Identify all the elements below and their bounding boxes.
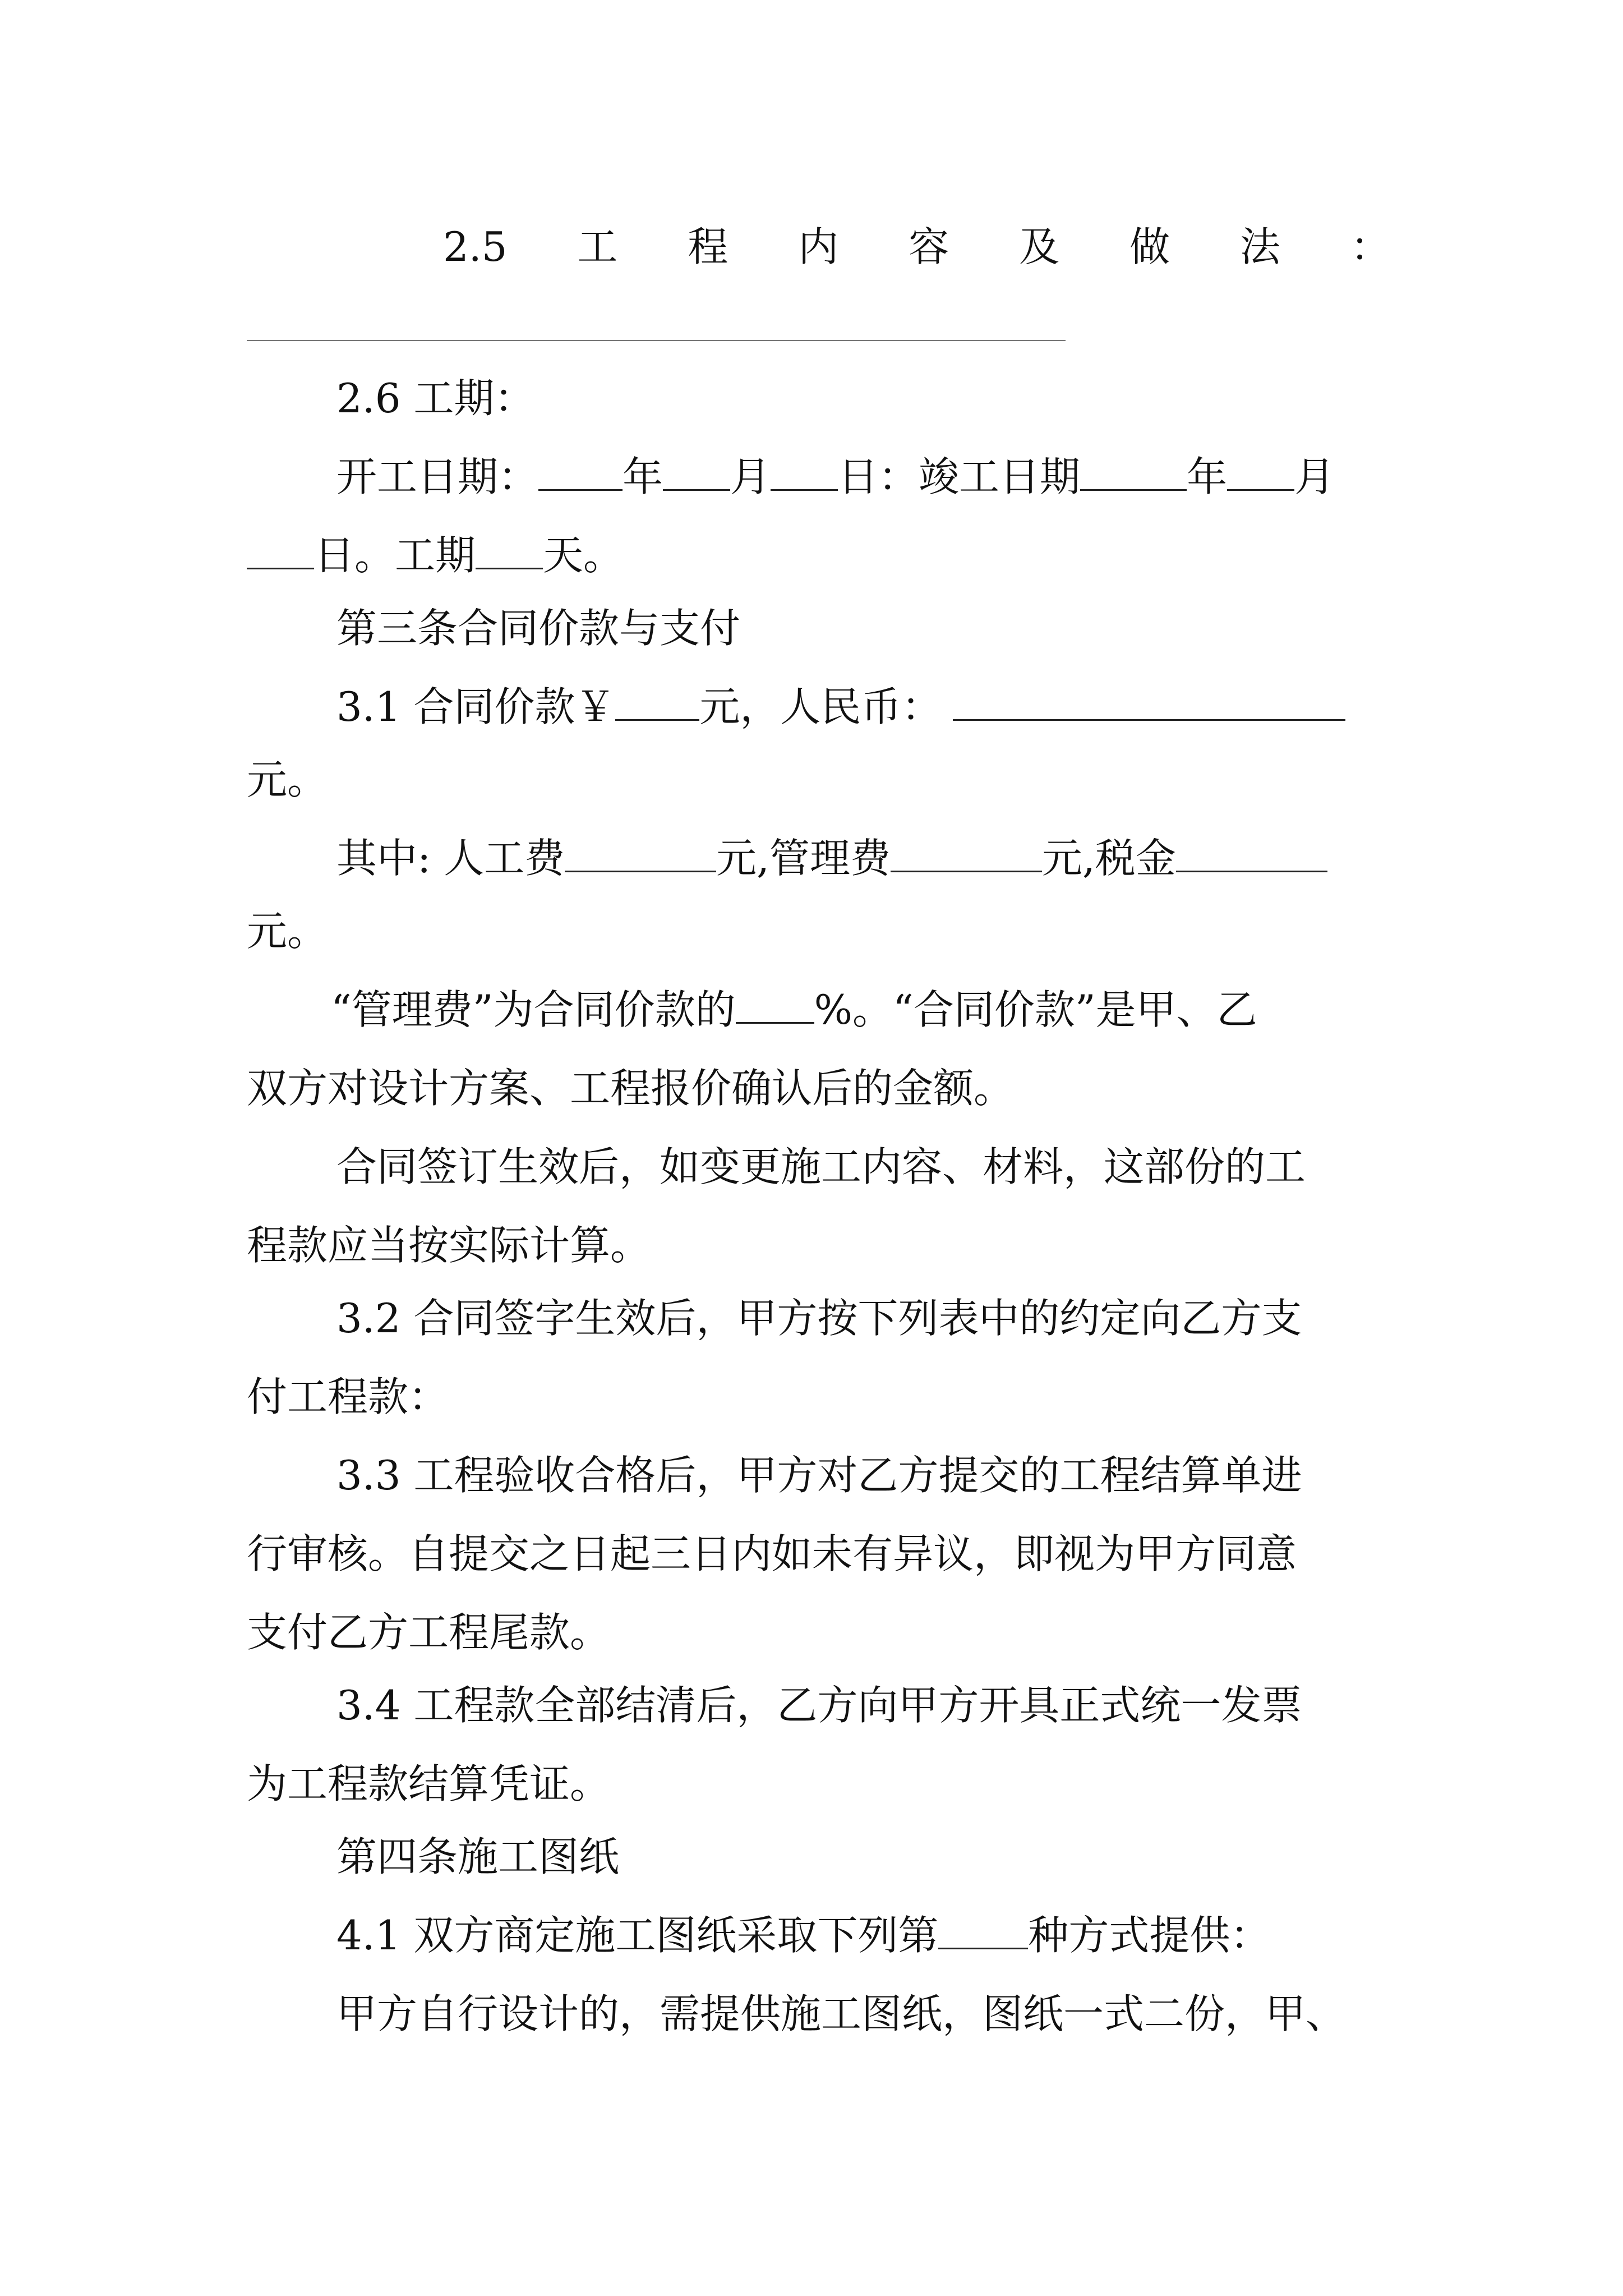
blank-field	[538, 454, 623, 491]
section-2-5-char: 程	[688, 223, 728, 270]
contract-price-label: 3.1 合同价款￥	[336, 683, 616, 730]
section-3-4-line-2: 为工程款结算凭证。	[247, 1760, 611, 1807]
blank-field	[953, 684, 1345, 721]
management-line-2: 双方对设计方案、工程报价确认后的金额。	[247, 1065, 1015, 1112]
section-3-1-line-2: 元。	[247, 756, 328, 803]
blank-field	[771, 454, 838, 491]
blank-field	[615, 684, 699, 721]
section-3-2-line-2: 付工程款：	[247, 1373, 449, 1420]
section-2-5-char: 及	[1019, 223, 1060, 270]
schedule-line-1	[336, 449, 1391, 505]
drawing-method-label: 4.1 双方商定施工图纸采取下列第	[336, 1912, 939, 1959]
start-date-label: 开工日期：	[336, 453, 539, 500]
management-line-1	[331, 982, 1385, 1038]
article-4-title: 第四条施工图纸	[336, 1833, 620, 1880]
change-line-2: 程款应当按实际计算。	[247, 1222, 651, 1269]
blank-field	[565, 836, 716, 872]
days-label: 天。	[543, 532, 624, 579]
change-line-1: 合同签订生效后，如变更施工内容、材料，这部份的工	[336, 1143, 1306, 1190]
blank-field	[1080, 454, 1187, 491]
management-fee-label: 元,管理费	[716, 835, 891, 882]
section-2-5-char: 做	[1129, 223, 1170, 270]
section-3-2-line-1: 3.2 合同签字生效后，甲方按下列表中的约定向乙方支	[336, 1295, 1302, 1342]
fees-line-2: 元。	[247, 908, 328, 955]
section-3-3-line-3: 支付乙方工程尾款。	[247, 1609, 611, 1656]
labor-fee-label: 其中: 人工费	[336, 835, 565, 882]
section-2-5-line	[443, 219, 1391, 275]
section-2-5-char: 工	[577, 223, 618, 270]
tax-label: 元,税金	[1042, 835, 1176, 882]
section-2-6-title: 2.6 工期：	[336, 375, 535, 422]
section-3-4-line-1: 3.4 工程款全部结清后，乙方向甲方开具正式统一发票	[336, 1682, 1302, 1729]
section-3-3-line-1: 3.3 工程验收合格后，甲方对乙方提交的工程结算单进	[336, 1452, 1302, 1499]
year-label: 年	[1187, 453, 1228, 500]
schedule-line-2	[247, 527, 1391, 583]
blank-field	[891, 836, 1042, 872]
section-2-5-char: 内	[798, 223, 839, 270]
section-2-5-char: 法	[1239, 223, 1280, 270]
month-label: 月	[730, 453, 771, 500]
blank-field	[476, 533, 543, 569]
blank-field	[736, 987, 814, 1024]
end-date-label: 日：竣工日期	[838, 453, 1081, 500]
section-2-5-number: 2.5	[443, 223, 508, 270]
section-3-3-line-2: 行审核。自提交之日起三日内如未有异议，即视为甲方同意	[247, 1530, 1297, 1577]
month-label: 月	[1294, 453, 1335, 500]
year-label: 年	[623, 453, 663, 500]
fees-line-1	[336, 830, 1391, 886]
contract-price-definition: %。“合同价款”是甲、乙	[814, 986, 1257, 1033]
section-2-5-char: ：	[1350, 223, 1391, 270]
blank-field	[247, 533, 314, 569]
blank-field	[938, 1913, 1028, 1949]
duration-label: 日。工期	[314, 532, 476, 579]
blank-field	[1176, 836, 1327, 872]
section-2-5-char: 容	[909, 223, 949, 270]
design-line-1: 甲方自行设计的，需提供施工图纸，图纸一式二份，甲、	[336, 1990, 1347, 2037]
rmb-label: 元，人民币：	[699, 683, 942, 730]
section-4-1-line	[336, 1907, 1391, 1963]
blank-field	[663, 454, 730, 491]
management-fee-ratio-label: “管理费”为合同价款的	[331, 986, 736, 1033]
section-3-1-line-1	[336, 679, 1391, 735]
drawing-method-suffix: 种方式提供：	[1028, 1912, 1271, 1959]
blank-field	[1227, 454, 1294, 491]
section-2-5-blank-rule	[247, 340, 1066, 341]
article-3-title: 第三条合同价款与支付	[336, 605, 741, 652]
